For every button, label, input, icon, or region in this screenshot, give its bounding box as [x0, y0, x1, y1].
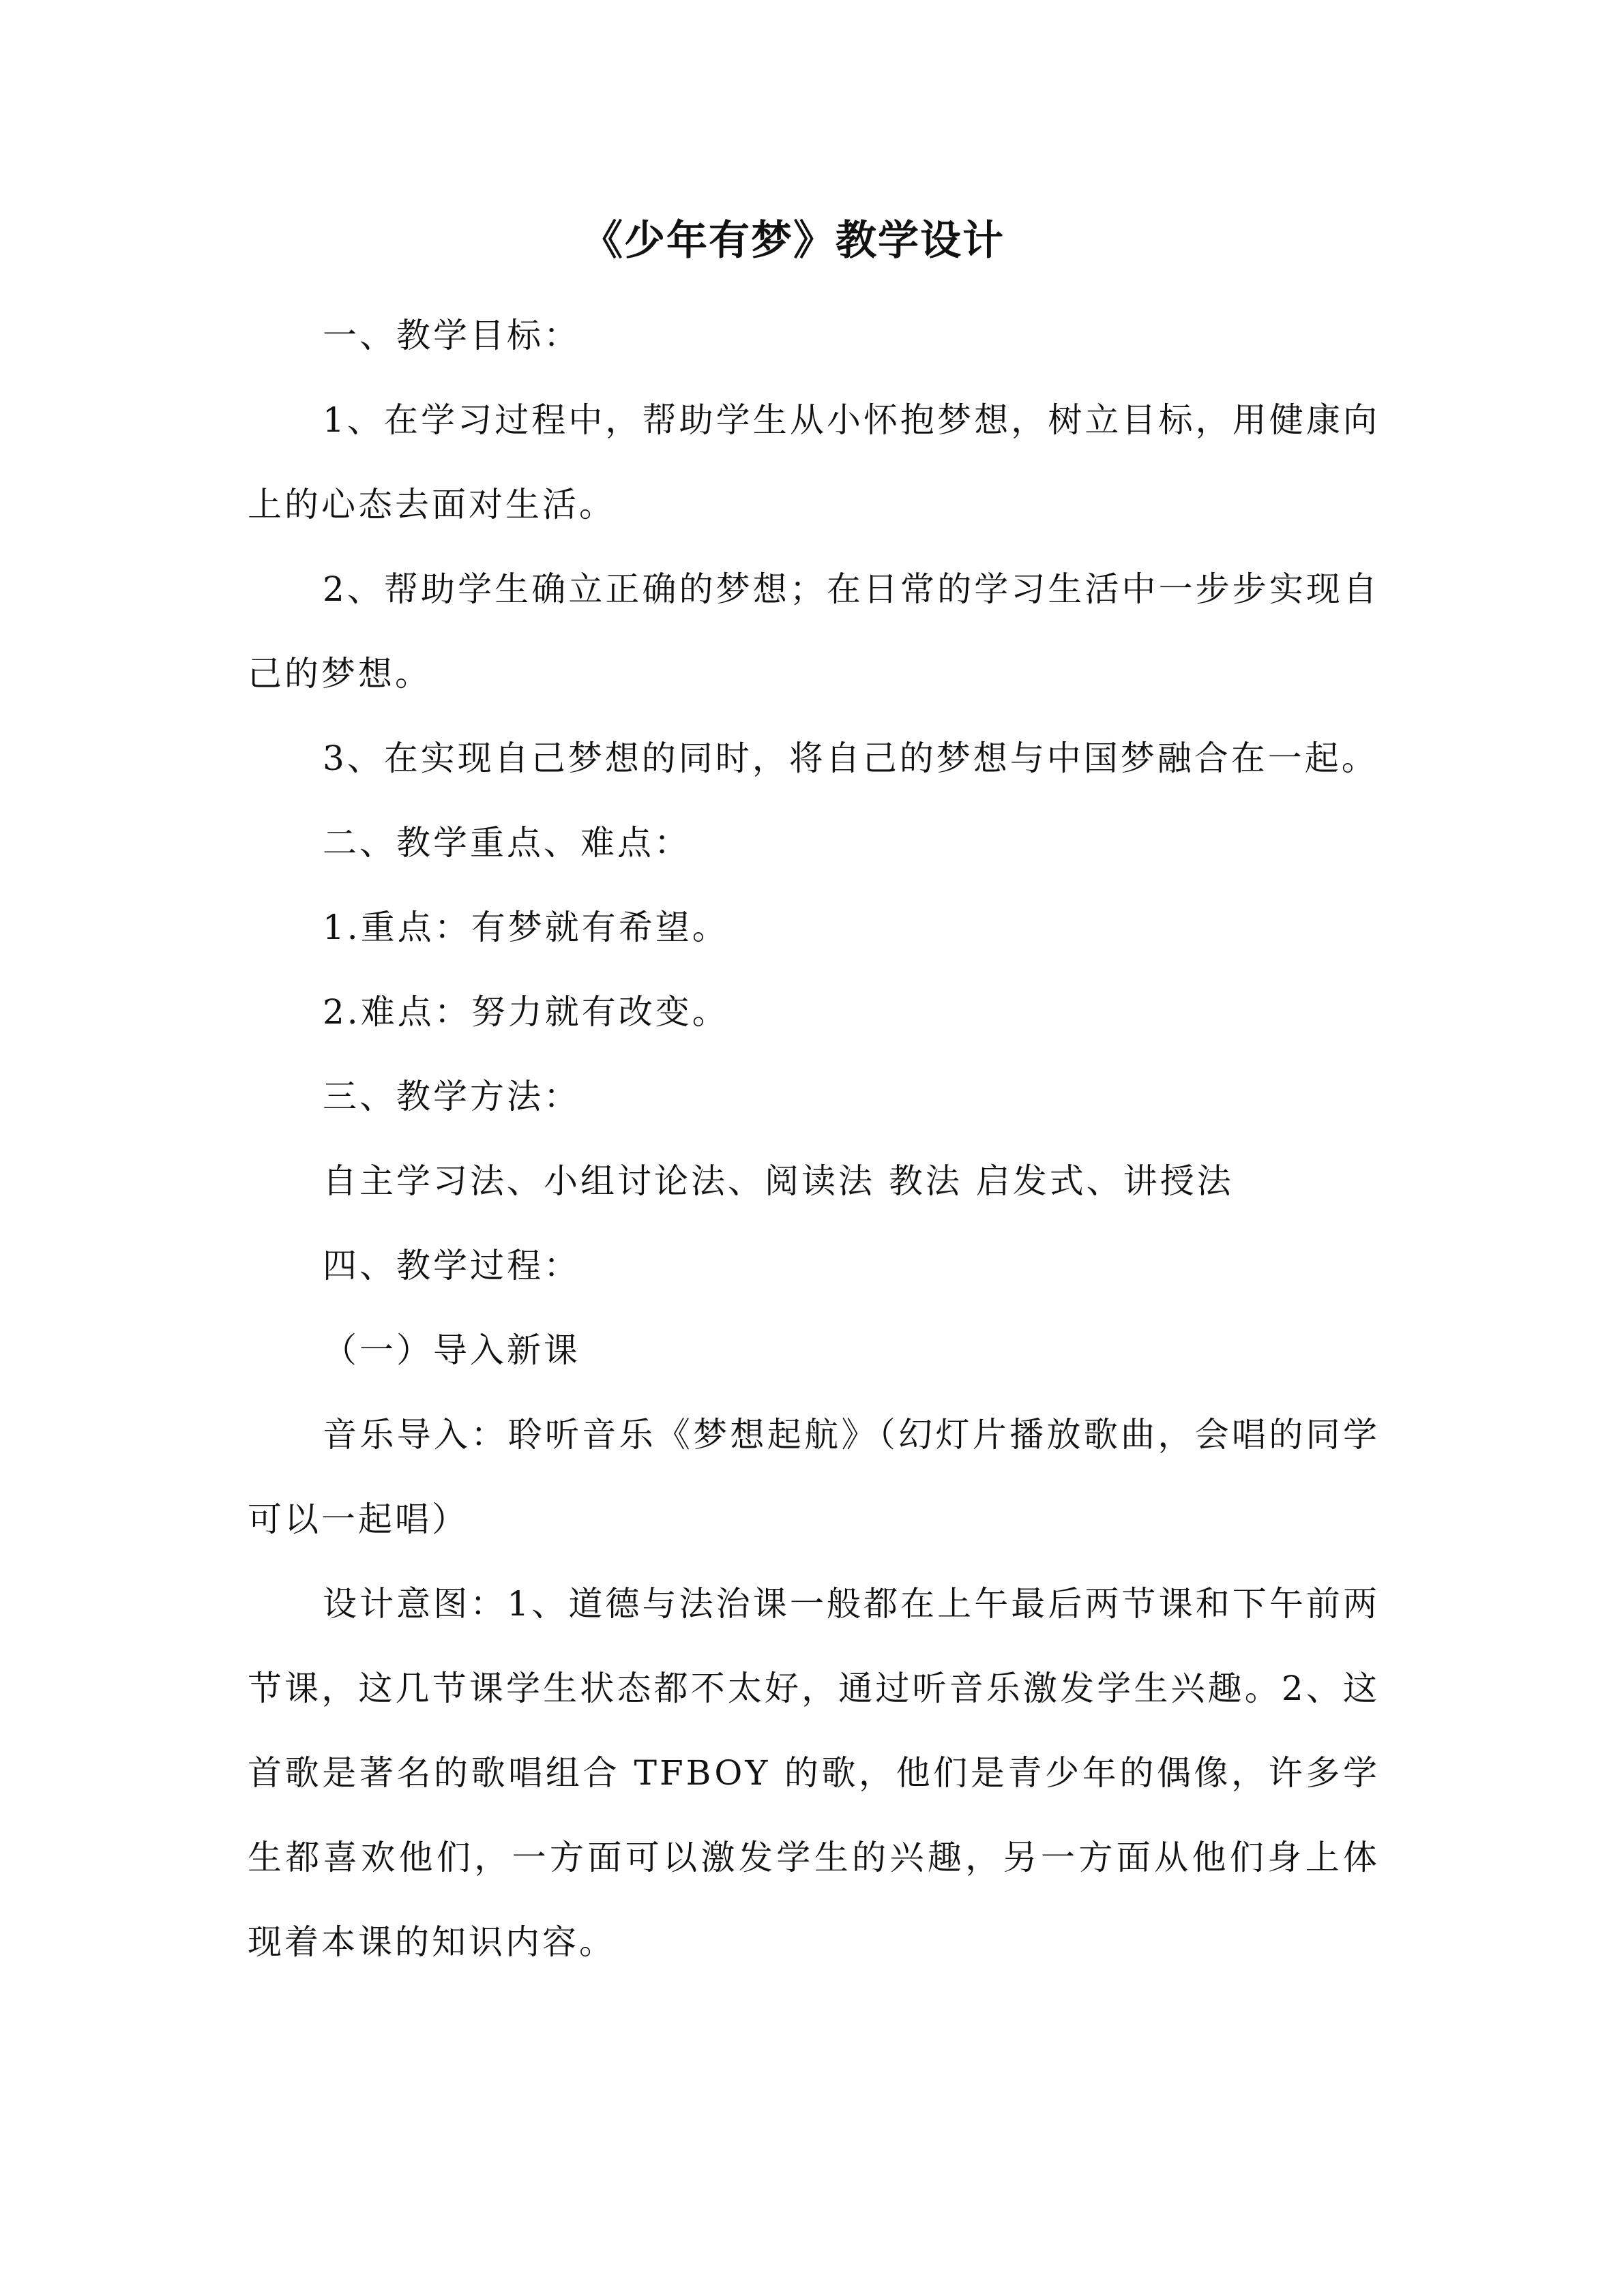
objective-3: 3、在实现自己梦想的同时，将自己的梦想与中国梦融合在一起。 [323, 739, 1378, 778]
design-intent-text: 设计意图：1、道德与法治课一般都在上午最后两节课和下午前两节课，这几节课学生状态都不太好，通过听音乐激发学生兴趣。2、这首歌是著名的歌唱组合 TFBOY 的歌，他们是青少年的偶像，许多学生都喜欢他们，一方面可以激发学生的兴趣，另一方面从他们身上体现着本课的知识内容。 [248, 1584, 1380, 1962]
document-title: 《少年有梦》教学设计 [582, 217, 1005, 265]
section-heading-key-points: 二、教学重点、难点： [323, 823, 691, 863]
section-heading-methods: 三、教学方法： [323, 1077, 580, 1116]
difficult-point: 2.难点：努力就有改变。 [323, 992, 729, 1032]
objective-1: 1、在学习过程中，帮助学生从小怀抱梦想，树立目标，用健康向上的心态去面对生活。 [248, 400, 1380, 524]
section-heading-process: 四、教学过程： [323, 1246, 580, 1285]
subsection-heading-intro: （一）导入新课 [323, 1330, 580, 1370]
objective-2: 2、帮助学生确立正确的梦想；在日常的学习生活中一步步实现自己的梦想。 [248, 569, 1380, 694]
key-point: 1.重点：有梦就有希望。 [323, 908, 729, 947]
document-body [248, 209, 1380, 1984]
music-intro-text: 音乐导入：聆听音乐《梦想起航》（幻灯片播放歌曲，会唱的同学可以一起唱） [248, 1415, 1380, 1539]
section-heading-objectives: 一、教学目标： [323, 316, 580, 355]
methods-text: 自主学习法、小组讨论法、阅读法 教法 启发式、讲授法 [323, 1161, 1234, 1201]
